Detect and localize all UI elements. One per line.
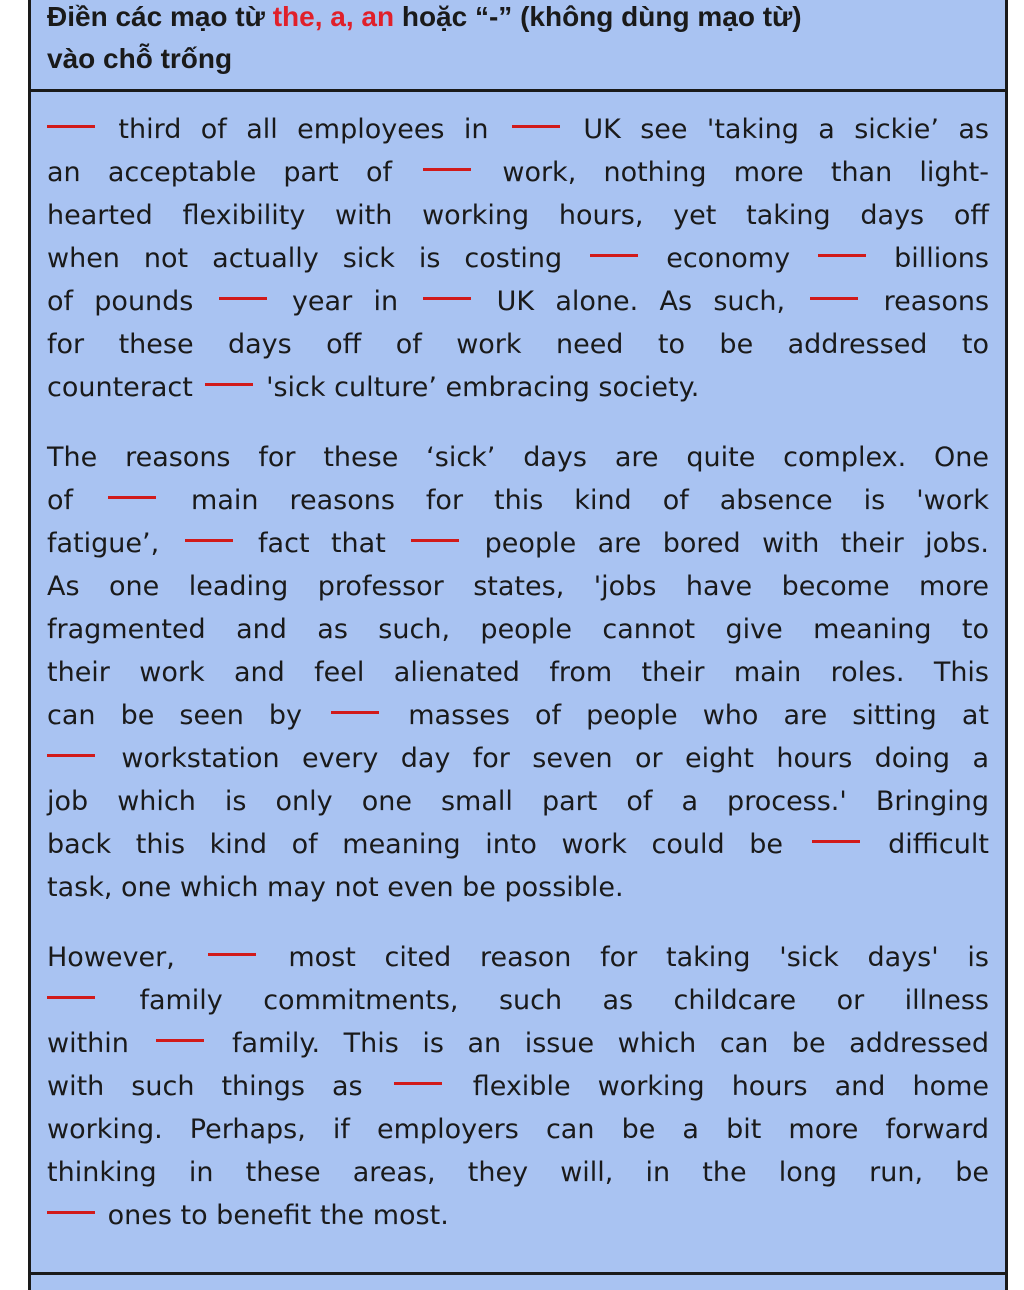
answer-blank[interactable]	[47, 103, 95, 128]
instruction-suffix: hoặc “-” (không dùng mạo từ)	[394, 1, 802, 32]
line-text: year in	[291, 286, 399, 317]
line-text: hearted flexibility with working hours, yet taking days off	[47, 200, 989, 231]
line-text: workstation every day for seven or eight hours doing a	[121, 743, 989, 774]
answer-blank[interactable]	[590, 232, 638, 257]
instruction-line-2: vào chỗ trống	[47, 43, 233, 74]
answer-blank[interactable]	[411, 517, 459, 542]
line-text: thinking in these areas, they will, in the long run, be	[47, 1157, 989, 1188]
line-text: task, one which may not even be possible.	[47, 872, 624, 903]
text-line	[47, 237, 989, 280]
line-text: The reasons for these ‘sick’ days are quite complex. One	[47, 442, 989, 473]
answer-blank[interactable]	[185, 517, 233, 542]
line-text: within	[47, 1028, 129, 1059]
answer-blank[interactable]	[47, 732, 95, 757]
answer-blank[interactable]	[394, 1060, 442, 1085]
line-text: can be seen by	[47, 700, 303, 731]
instruction-prefix: Điền các mạo từ	[47, 1, 273, 32]
line-text: for these days off of work need to be addressed to	[47, 329, 989, 360]
text-line	[47, 1194, 989, 1237]
instruction-line-1	[47, 0, 989, 38]
exercise-sheet	[28, 0, 1008, 1290]
instruction-articles: the, a, an	[272, 1, 395, 32]
paragraph	[47, 936, 989, 1237]
text-line	[47, 280, 989, 323]
text-line	[47, 108, 989, 151]
line-text: difficult	[888, 829, 989, 860]
line-text: counteract	[47, 372, 193, 403]
line-text: back this kind of meaning into work could be	[47, 829, 783, 860]
answer-blank[interactable]	[812, 818, 860, 843]
bottom-divider	[31, 1272, 1005, 1275]
text-line	[47, 1022, 989, 1065]
line-text: billions	[894, 243, 989, 274]
answer-blank[interactable]	[423, 146, 471, 171]
answer-blank[interactable]	[47, 1189, 95, 1214]
line-text: their work and feel alienated from their main roles. This	[47, 657, 989, 688]
text-line	[47, 323, 989, 366]
line-text: UK see 'taking a sickie’ as	[583, 114, 989, 145]
answer-blank[interactable]	[205, 361, 253, 386]
text-line	[47, 1065, 989, 1108]
text-line	[47, 479, 989, 522]
line-text: However,	[47, 942, 175, 973]
answer-blank[interactable]	[47, 974, 95, 999]
line-text: reasons	[883, 286, 990, 317]
line-text: main reasons for this kind of absence is 'work	[191, 485, 989, 516]
answer-blank[interactable]	[219, 275, 267, 300]
answer-blank[interactable]	[108, 474, 156, 499]
line-text: of pounds	[47, 286, 194, 317]
text-line	[47, 780, 989, 823]
line-text: As one leading professor states, 'jobs have become more	[47, 571, 989, 602]
paragraph	[47, 436, 989, 909]
text-line	[47, 436, 989, 479]
line-text: UK alone. As such,	[496, 286, 786, 317]
answer-blank[interactable]	[208, 931, 256, 956]
text-line	[47, 522, 989, 565]
line-text: an acceptable part of	[47, 157, 392, 188]
answer-blank[interactable]	[156, 1017, 204, 1042]
line-text: family commitments, such as childcare or illness	[139, 985, 989, 1016]
answer-blank[interactable]	[512, 103, 560, 128]
line-text: people are bored with their jobs.	[484, 528, 989, 559]
text-line	[47, 1151, 989, 1194]
text-line	[47, 1108, 989, 1151]
line-text: when not actually sick is costing	[47, 243, 563, 274]
line-text: economy	[666, 243, 791, 274]
answer-blank[interactable]	[810, 275, 858, 300]
text-line	[47, 979, 989, 1022]
text-line	[47, 151, 989, 194]
line-text: fragmented and as such, people cannot give meaning to	[47, 614, 989, 645]
passage	[31, 92, 1005, 1237]
line-text: with such things as	[47, 1071, 363, 1102]
text-line	[47, 823, 989, 866]
line-text: masses of people who are sitting at	[408, 700, 989, 731]
line-text: fatigue’,	[47, 528, 160, 559]
line-text: most cited reason for taking 'sick days' is	[288, 942, 989, 973]
line-text: working. Perhaps, if employers can be a bit more forward	[47, 1114, 989, 1145]
line-text: family. This is an issue which can be addressed	[232, 1028, 989, 1059]
answer-blank[interactable]	[818, 232, 866, 257]
text-line	[47, 866, 989, 909]
instruction-header	[31, 0, 1005, 92]
line-text: job which is only one small part of a process.' Bringing	[47, 786, 989, 817]
text-line	[47, 737, 989, 780]
line-text: of	[47, 485, 74, 516]
text-line	[47, 694, 989, 737]
answer-blank[interactable]	[331, 689, 379, 714]
text-line	[47, 608, 989, 651]
line-text: flexible working hours and home	[472, 1071, 989, 1102]
line-text: third of all employees in	[118, 114, 489, 145]
paragraph	[47, 108, 989, 409]
text-line	[47, 565, 989, 608]
line-text: fact that	[258, 528, 386, 559]
text-line	[47, 651, 989, 694]
text-line	[47, 936, 989, 979]
line-text: 'sick culture’ embracing society.	[266, 372, 700, 403]
text-line	[47, 366, 989, 409]
line-text: ones to benefit the most.	[107, 1200, 449, 1231]
answer-blank[interactable]	[423, 275, 471, 300]
line-text: work, nothing more than light-	[502, 157, 989, 188]
text-line	[47, 194, 989, 237]
